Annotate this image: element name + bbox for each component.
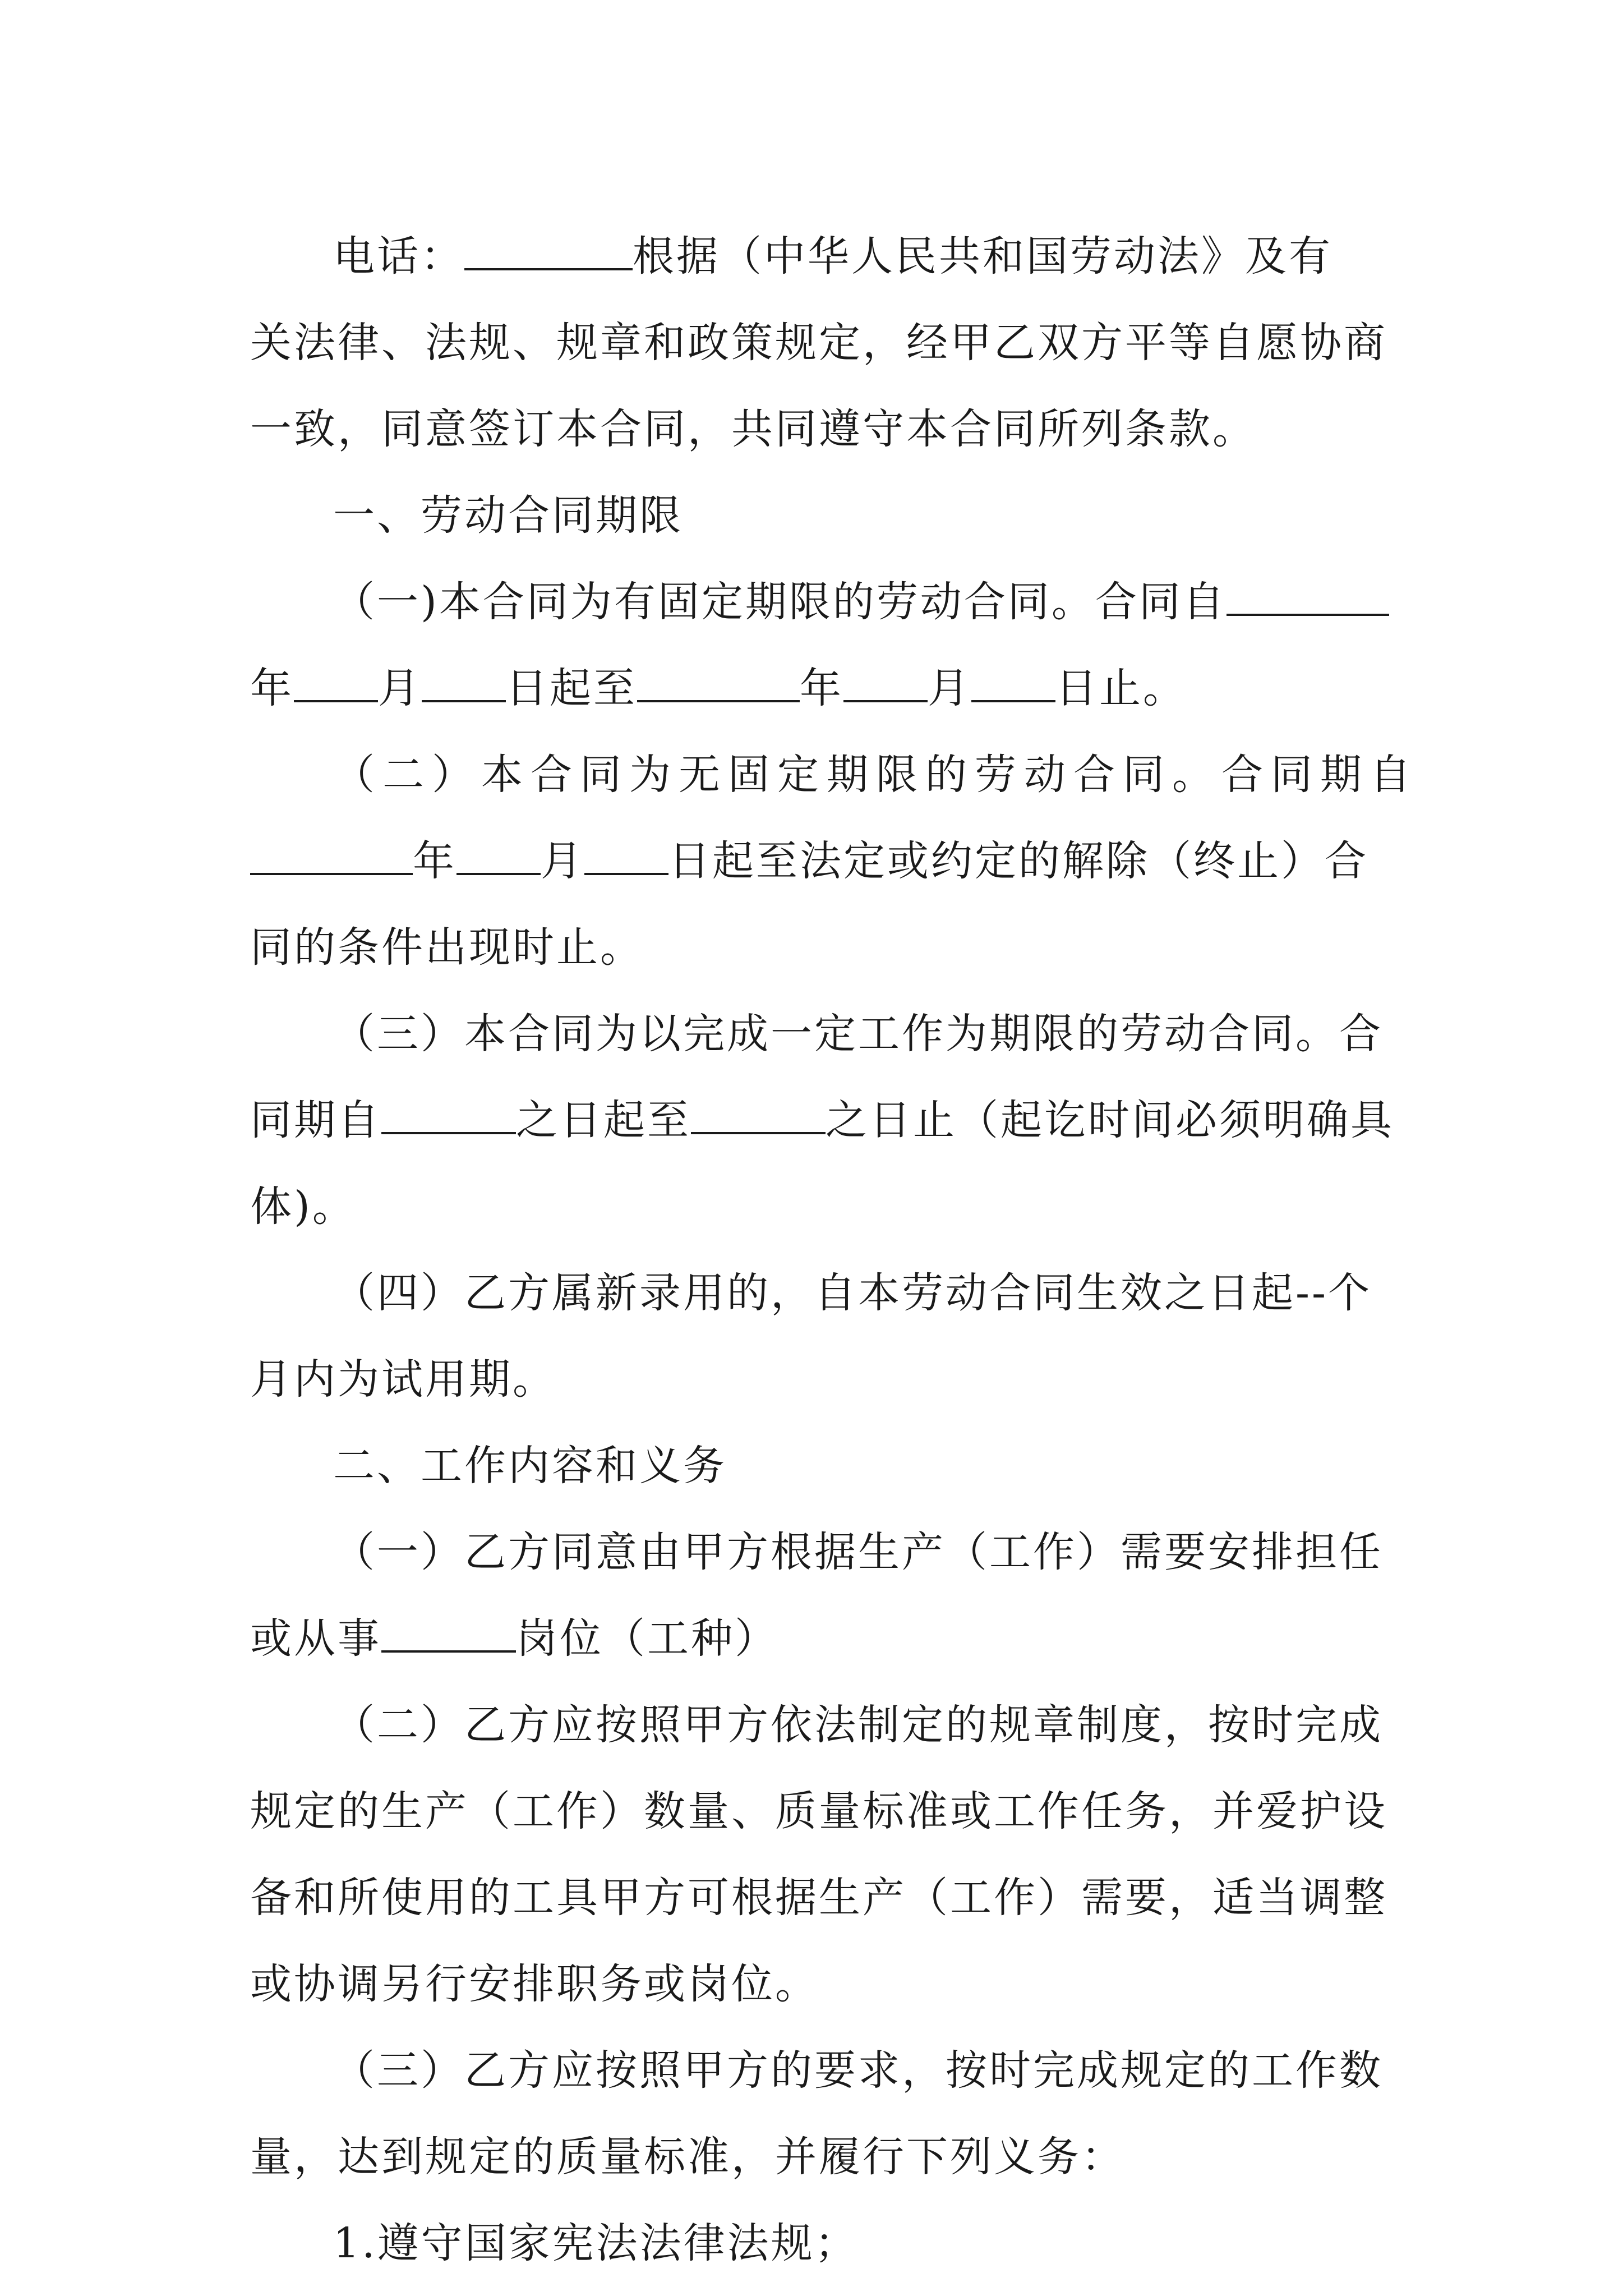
clause-line: 规定的生产（工作）数量、质量标准或工作任务，并爱护设 <box>250 1787 1387 1835</box>
clause-1-2 <box>250 731 1419 991</box>
clause-text: 岗位（工种） <box>516 1614 778 1663</box>
clause-text: 之日止（起讫时间必须明确具 <box>826 1096 1394 1144</box>
clause-text: 日起至 <box>506 664 637 712</box>
clause-line <box>250 1077 1394 1163</box>
blank <box>843 663 928 702</box>
blank <box>381 1095 516 1134</box>
clause-line: 量，达到规定的质量标准，并履行下列义务： <box>250 2133 1125 2181</box>
blank <box>691 1095 826 1134</box>
list-item: 1.遵守国家宪法法律法规； <box>333 2219 859 2267</box>
intro-text-1: 根据（中华人民共和国劳动法》及有 <box>633 232 1332 280</box>
clause-line: 同的条件出现时止。 <box>250 923 644 972</box>
blank <box>422 663 506 702</box>
clause-2-1 <box>250 1509 1383 1682</box>
clause-line <box>250 1595 1383 1682</box>
intro-line-2: 关法律、法规、规章和政策规定，经甲乙双方平等自愿协商 <box>250 319 1387 367</box>
clause-line <box>250 818 1383 904</box>
phone-label: 电话： <box>333 232 464 280</box>
clause-line: （一）乙方同意由甲方根据生产（工作）需要安排担任 <box>333 1528 1383 1576</box>
position-blank <box>381 1613 516 1653</box>
clause-2-2 <box>250 1682 1387 2027</box>
clause-text: （一)本合同为有固定期限的劳动合同。合同自 <box>333 578 1227 626</box>
blank <box>584 836 668 875</box>
clause-text: 或从事 <box>250 1614 381 1663</box>
year-label: 年 <box>250 664 294 712</box>
intro-line-1 <box>250 213 1383 300</box>
year-blank <box>1227 577 1389 616</box>
clause-line: 月内为试用期。 <box>250 1355 556 1404</box>
blank <box>971 663 1055 702</box>
blank <box>457 836 541 875</box>
clause-1-4 <box>250 1250 1383 1423</box>
clause-line: （二）本合同为无固定期限的劳动合同。合同期自 <box>333 751 1419 799</box>
clause-line <box>250 559 1383 645</box>
clause-line: （三）本合同为以完成一定工作为期限的劳动合同。合 <box>333 1010 1383 1058</box>
month-label: 月 <box>378 664 422 712</box>
section-heading-text: 一、劳动合同期限 <box>333 491 683 540</box>
phone-blank <box>464 231 633 270</box>
clause-line: （四）乙方属新录用的，自本劳动合同生效之日起--个 <box>333 1269 1372 1317</box>
duty-item-1 <box>250 2200 1383 2286</box>
intro-line-3: 一致，同意签订本合同，共同遵守本合同所列条款。 <box>250 405 1256 453</box>
section-2-heading <box>250 1423 1383 1509</box>
blank <box>250 836 413 875</box>
clause-line <box>250 645 1383 731</box>
clause-text: 日起至法定或约定的解除（终止）合 <box>668 837 1368 885</box>
clause-line: 备和所使用的工具甲方可根据生产（工作）需要，适当调整 <box>250 1874 1387 1922</box>
month-label: 月 <box>928 664 971 712</box>
blank <box>637 663 800 702</box>
month-label: 月 <box>541 837 584 885</box>
clause-2-3 <box>250 2027 1383 2200</box>
document-page <box>250 213 1419 2286</box>
year-label: 年 <box>800 664 843 712</box>
clause-line: （二）乙方应按照甲方依法制定的规章制度，按时完成 <box>333 1701 1383 1749</box>
clause-line: （三）乙方应按照甲方的要求，按时完成规定的工作数 <box>333 2046 1383 2095</box>
clause-text: 之日起至 <box>516 1096 691 1144</box>
intro-paragraph <box>250 213 1387 472</box>
section-1-heading <box>250 472 1383 559</box>
clause-line: 或协调另行安排职务或岗位。 <box>250 1960 819 2008</box>
year-label: 年 <box>413 837 457 885</box>
clause-line: 体)。 <box>250 1182 356 1231</box>
clause-1-3 <box>250 991 1394 1250</box>
clause-text: 日止。 <box>1055 664 1187 712</box>
section-heading-text: 二、工作内容和义务 <box>333 1442 727 1490</box>
clause-1-1 <box>250 559 1383 731</box>
clause-text: 同期自 <box>250 1096 381 1144</box>
blank <box>294 663 378 702</box>
